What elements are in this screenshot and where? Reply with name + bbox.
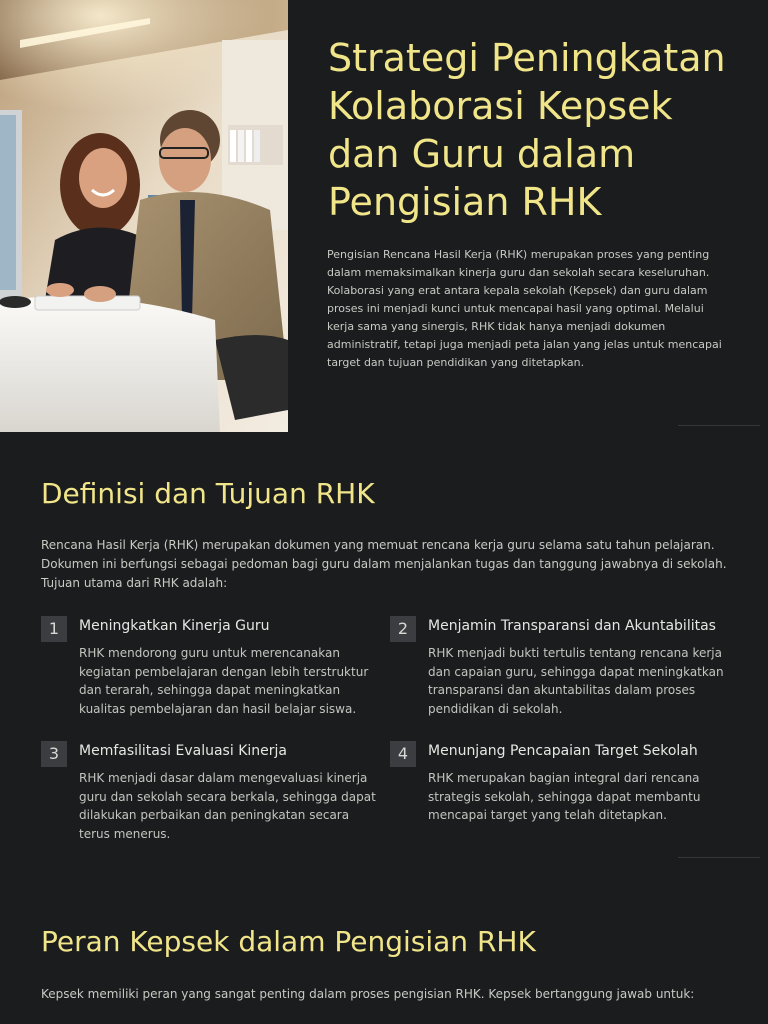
item-number-badge: 4: [390, 741, 416, 767]
item-description: RHK menjadi bukti tertulis tentang rencana kerja dan capaian guru, sehingga dapat meningkatkan transparansi dan akuntabilitas dalam proses pendidikan di sekolah.: [428, 646, 724, 717]
item-title: Memfasilitasi Evaluasi Kinerja: [79, 743, 287, 759]
section-title-peran: Peran Kepsek dalam Pengisian RHK: [41, 925, 536, 958]
page-title: Strategi Peningkatan Kolaborasi Kepsek dan Guru dalam Pengisian RHK: [328, 36, 726, 224]
item-description: RHK menjadi dasar dalam mengevaluasi kinerja guru dan sekolah secara berkala, sehingga dapat dilakukan perbaikan dan peningkatan secara terus menerus.: [79, 771, 376, 842]
hero-intro-paragraph: Pengisian Rencana Hasil Kerja (RHK) merupakan proses yang penting dalam memaksimalkan kinerja guru dan sekolah secara keseluruhan. Kolaborasi yang erat antara kepala sekolah (Kepsek) dan guru dalam proses ini menjadi kunci untuk mencapai hasil yang optimal. Melalui kerja sama yang sinergis, RHK tidak hanya menjadi dokumen administratif, tetapi juga menjadi peta jalan yang jelas untuk mencapai target dan tujuan pendidikan yang ditetapkan.: [327, 248, 722, 369]
item-title: Menunjang Pencapaian Target Sekolah: [428, 743, 698, 759]
peran-intro-paragraph: Kepsek memiliki peran yang sangat penting dalam proses pengisian RHK. Kepsek bertanggung jawab untuk:: [41, 987, 695, 1001]
definisi-intro-paragraph: Rencana Hasil Kerja (RHK) merupakan dokumen yang memuat rencana kerja guru selama satu tahun pelajaran. Dokumen ini berfungsi sebagai pedoman bagi guru dalam menjalankan tugas dan tanggung jawabnya di sekolah. Tujuan utama dari RHK adalah:: [41, 538, 727, 590]
section-divider: [678, 425, 760, 426]
item-description: RHK mendorong guru untuk merencanakan kegiatan pembelajaran dengan lebih terstruktur dan terarah, sehingga dapat meningkatkan kualitas pembelajaran dan hasil belajar siswa.: [79, 646, 369, 717]
section-divider: [678, 857, 760, 858]
item-description: RHK merupakan bagian integral dari rencana strategis sekolah, sehingga dapat membantu mencapai target yang telah ditetapkan.: [428, 771, 701, 823]
item-number-badge: 2: [390, 616, 416, 642]
section-title-definisi: Definisi dan Tujuan RHK: [41, 477, 375, 510]
item-title: Menjamin Transparansi dan Akuntabilitas: [428, 618, 716, 634]
hero-section: [0, 0, 768, 432]
item-number-badge: 3: [41, 741, 67, 767]
hero-photo-office-collaboration: [0, 0, 288, 432]
item-title: Meningkatkan Kinerja Guru: [79, 618, 270, 634]
item-number-badge: 1: [41, 616, 67, 642]
